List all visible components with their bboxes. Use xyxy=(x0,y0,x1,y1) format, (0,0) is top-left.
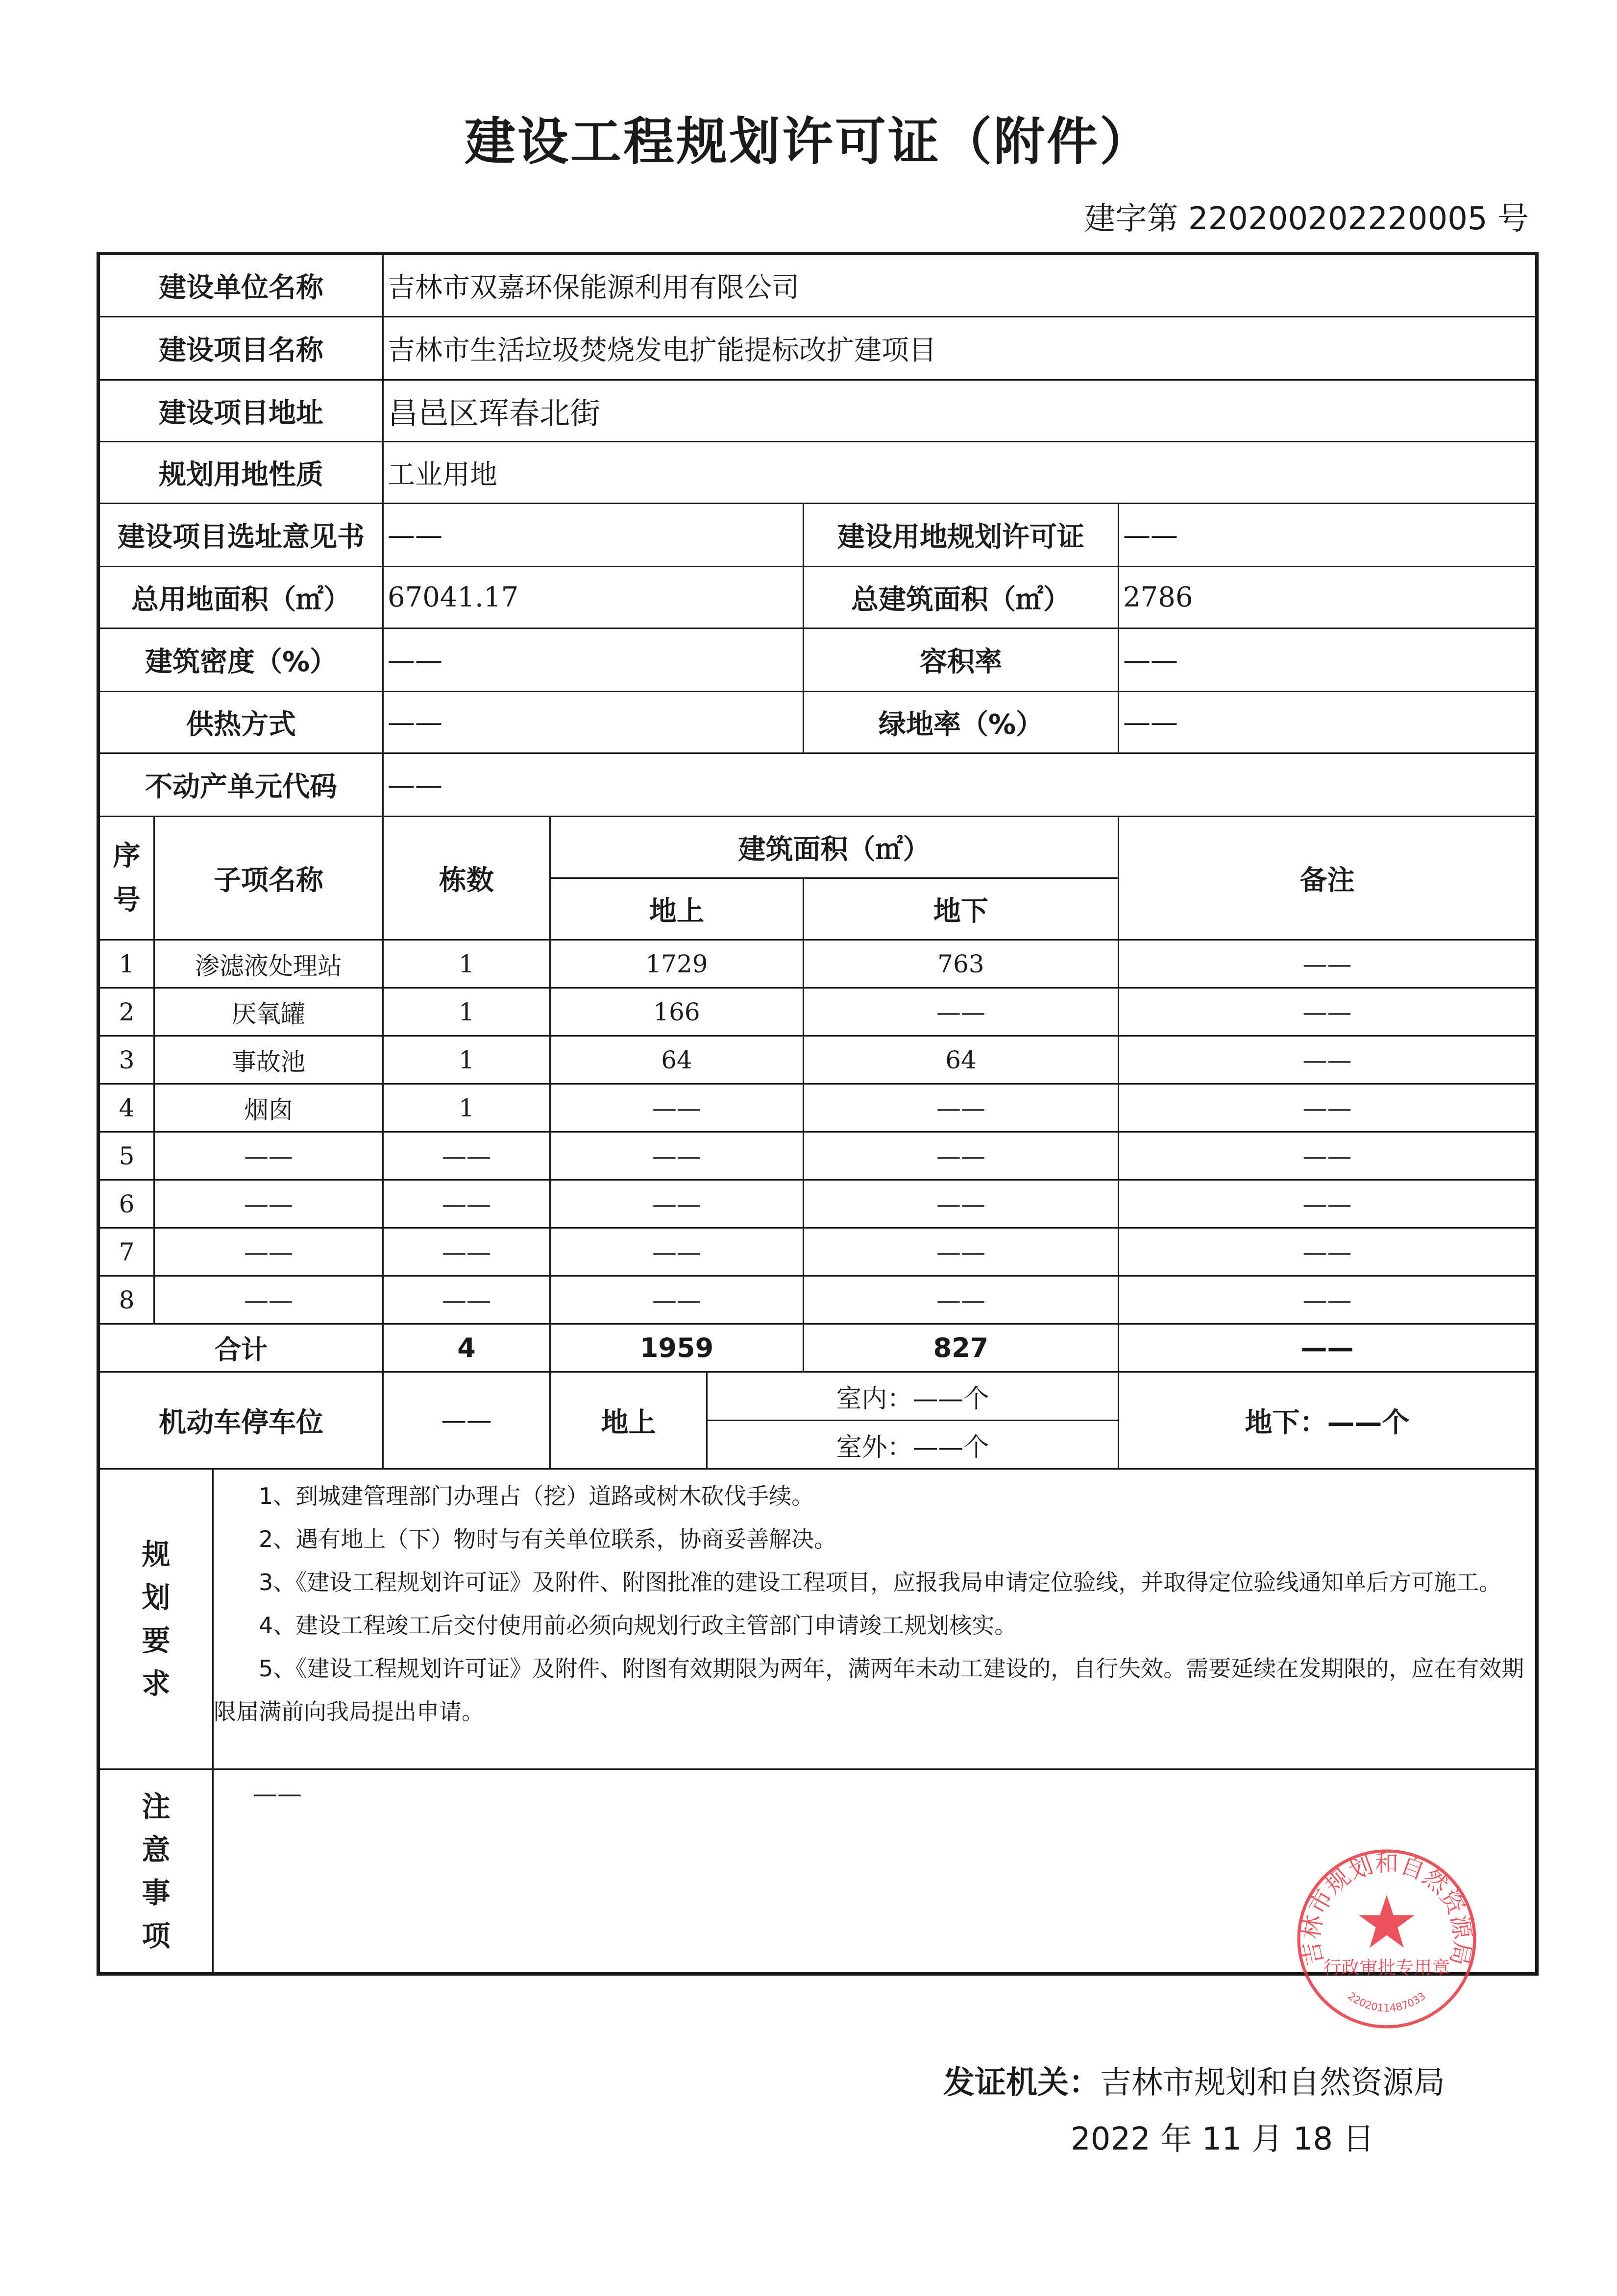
item-no: 3 xyxy=(98,1036,154,1084)
site-opinion-label: 建设项目选址意见书 xyxy=(98,504,383,567)
item-no: 7 xyxy=(98,1228,154,1276)
table-row xyxy=(98,1132,1537,1180)
notes-row xyxy=(98,1769,1537,1974)
total-land-label: 总用地面积（㎡） xyxy=(98,567,383,628)
header-remark: 备注 xyxy=(1119,817,1537,940)
row-area xyxy=(98,567,1537,628)
item-name: —— xyxy=(154,1276,383,1324)
project-label: 建设项目名称 xyxy=(98,317,383,380)
parking-indoor: 室内：——个 xyxy=(707,1372,1119,1421)
item-name: 烟囱 xyxy=(154,1084,383,1132)
realty-value: —— xyxy=(383,753,1537,817)
item-below: —— xyxy=(804,1180,1119,1228)
item-no: 4 xyxy=(98,1084,154,1132)
seal-inner-text: 行政审批专用章 xyxy=(1323,1957,1450,1979)
requirement-3: 3、《建设工程规划许可证》及附件、附图批准的建设工程项目，应报我局申请定位验线，并取得定位验线通知单后方可施工。 xyxy=(259,1569,1502,1595)
parking-underground: 地下：——个 xyxy=(1119,1372,1537,1469)
item-name: —— xyxy=(154,1228,383,1276)
item-name: 事故池 xyxy=(154,1036,383,1084)
item-below: —— xyxy=(804,1084,1119,1132)
realty-label: 不动产单元代码 xyxy=(98,753,383,817)
item-no: 6 xyxy=(98,1180,154,1228)
land-permit-label: 建设用地规划许可证 xyxy=(804,504,1119,567)
table-row xyxy=(98,1180,1537,1228)
table-row xyxy=(98,1228,1537,1276)
total-building-label: 总建筑面积（㎡） xyxy=(804,567,1119,628)
item-above: —— xyxy=(550,1180,804,1228)
notes-label-text: 注意事项 xyxy=(142,1789,171,1953)
table-row xyxy=(98,1036,1537,1084)
item-count: —— xyxy=(383,1180,550,1228)
total-land-value: 67041.17 xyxy=(383,567,804,628)
item-below: 763 xyxy=(804,940,1119,988)
item-count: 1 xyxy=(383,1084,550,1132)
green-value: —— xyxy=(1119,692,1537,753)
address-label: 建设项目地址 xyxy=(98,380,383,442)
item-name: —— xyxy=(154,1180,383,1228)
heating-label: 供热方式 xyxy=(98,692,383,753)
item-count: 1 xyxy=(383,940,550,988)
row-site-opinion xyxy=(98,504,1537,567)
land-use-label: 规划用地性质 xyxy=(98,442,383,504)
item-no: 1 xyxy=(98,940,154,988)
total-above: 1959 xyxy=(550,1324,804,1372)
item-remark: —— xyxy=(1119,940,1537,988)
density-label: 建筑密度（%） xyxy=(98,628,383,692)
item-above: —— xyxy=(550,1084,804,1132)
header-no xyxy=(98,817,154,940)
item-below: —— xyxy=(804,1276,1119,1324)
item-above: 1729 xyxy=(550,940,804,988)
table-row xyxy=(98,988,1537,1036)
item-below: —— xyxy=(804,1228,1119,1276)
item-remark: —— xyxy=(1119,1036,1537,1084)
parking-row xyxy=(98,1372,1537,1421)
permit-table xyxy=(97,252,1539,1979)
item-no: 2 xyxy=(98,988,154,1036)
item-count: —— xyxy=(383,1132,550,1180)
requirement-1: 1、到城建管理部门办理占（挖）道路或树木砍伐手续。 xyxy=(259,1483,814,1509)
total-count: 4 xyxy=(383,1324,550,1372)
item-count: 1 xyxy=(383,1036,550,1084)
requirements-label xyxy=(98,1469,213,1769)
far-value: —— xyxy=(1119,628,1537,692)
item-below: —— xyxy=(804,988,1119,1036)
item-count: —— xyxy=(383,1228,550,1276)
requirements-label-text: 规划要求 xyxy=(142,1538,171,1700)
parking-value: —— xyxy=(383,1372,550,1469)
row-project xyxy=(98,317,1537,380)
row-unit xyxy=(98,254,1537,317)
requirements-row xyxy=(98,1469,1537,1769)
seal-outer-path: 吉林市规划和自然资源局 xyxy=(1297,1850,1476,1968)
total-below: 827 xyxy=(804,1324,1119,1372)
green-label: 绿地率（%） xyxy=(804,692,1119,753)
header-no-text: 序号 xyxy=(113,840,141,916)
item-remark: —— xyxy=(1119,1084,1537,1132)
issuer-name: 吉林市规划和自然资源局 xyxy=(1100,2065,1445,2101)
total-row xyxy=(98,1324,1537,1372)
requirements-content xyxy=(213,1469,1537,1769)
item-name: 厌氧罐 xyxy=(154,988,383,1036)
item-above: 64 xyxy=(550,1036,804,1084)
requirement-2: 2、遇有地上（下）物时与有关单位联系，协商妥善解决。 xyxy=(259,1526,837,1552)
requirement-5: 5、《建设工程规划许可证》及附件、附图有效期限为两年，满两年未动工建设的，自行失效。需要延续在发期限的，应在有效期限届满前向我局提出申请。 xyxy=(214,1655,1524,1725)
header-count: 栋数 xyxy=(383,817,550,940)
item-remark: —— xyxy=(1119,1228,1537,1276)
item-count: 1 xyxy=(383,988,550,1036)
header-above: 地上 xyxy=(550,878,804,940)
land-use-value: 工业用地 xyxy=(383,442,1537,504)
row-land-use xyxy=(98,442,1537,504)
issue-date: 2022 年 11 月 18 日 xyxy=(1071,2121,1374,2157)
item-remark: —— xyxy=(1119,1132,1537,1180)
table-row xyxy=(98,940,1537,988)
row-realty xyxy=(98,753,1537,817)
item-above: 166 xyxy=(550,988,804,1036)
parking-above-label: 地上 xyxy=(550,1372,707,1469)
item-below: —— xyxy=(804,1132,1119,1180)
item-remark: —— xyxy=(1119,1276,1537,1324)
project-value: 吉林市生活垃圾焚烧发电扩能提标改扩建项目 xyxy=(383,317,1537,380)
header-name: 子项名称 xyxy=(154,817,383,940)
item-remark: —— xyxy=(1119,1180,1537,1228)
item-above: —— xyxy=(550,1132,804,1180)
header-area: 建筑面积（㎡） xyxy=(550,817,1119,878)
table-row xyxy=(98,1276,1537,1324)
item-remark: —— xyxy=(1119,988,1537,1036)
item-name: 渗滤液处理站 xyxy=(154,940,383,988)
row-heating xyxy=(98,692,1537,753)
total-remark: —— xyxy=(1119,1324,1537,1372)
notes-value: —— xyxy=(213,1769,1537,1974)
land-permit-value: —— xyxy=(1119,504,1537,567)
row-density xyxy=(98,628,1537,692)
row-address xyxy=(98,380,1537,442)
item-below: 64 xyxy=(804,1036,1119,1084)
item-no: 8 xyxy=(98,1276,154,1324)
site-opinion-value: —— xyxy=(383,504,804,567)
notes-label xyxy=(98,1769,213,1974)
item-name: —— xyxy=(154,1132,383,1180)
heating-value: —— xyxy=(383,692,804,753)
document-number: 建字第 220200202220005 号 xyxy=(1084,201,1529,237)
item-above: —— xyxy=(550,1276,804,1324)
item-above: —— xyxy=(550,1228,804,1276)
unit-value: 吉林市双嘉环保能源利用有限公司 xyxy=(383,254,1537,317)
item-no: 5 xyxy=(98,1132,154,1180)
far-label: 容积率 xyxy=(804,628,1119,692)
table-row xyxy=(98,1084,1537,1132)
requirement-4: 4、建设工程竣工后交付使用前必须向规划行政主管部门申请竣工规划核实。 xyxy=(259,1612,1017,1639)
parking-label: 机动车停车位 xyxy=(98,1372,383,1469)
item-count: —— xyxy=(383,1276,550,1324)
total-label: 合计 xyxy=(98,1324,383,1372)
items-header-row xyxy=(98,817,1537,878)
address-value: 昌邑区珲春北街 xyxy=(383,380,1537,442)
issuer-label: 发证机关： xyxy=(943,2065,1100,2101)
issuer xyxy=(943,2057,1445,2103)
seal-code-path: 2202011487033 xyxy=(1346,1989,1428,2014)
density-value: —— xyxy=(383,628,804,692)
page-title: 建设工程规划许可证（附件） xyxy=(464,112,1152,171)
seal-code xyxy=(1346,1990,1427,2014)
header-below: 地下 xyxy=(804,878,1119,940)
parking-outdoor: 室外：——个 xyxy=(707,1421,1119,1469)
unit-label: 建设单位名称 xyxy=(98,254,383,317)
total-building-value: 2786 xyxy=(1119,567,1537,628)
